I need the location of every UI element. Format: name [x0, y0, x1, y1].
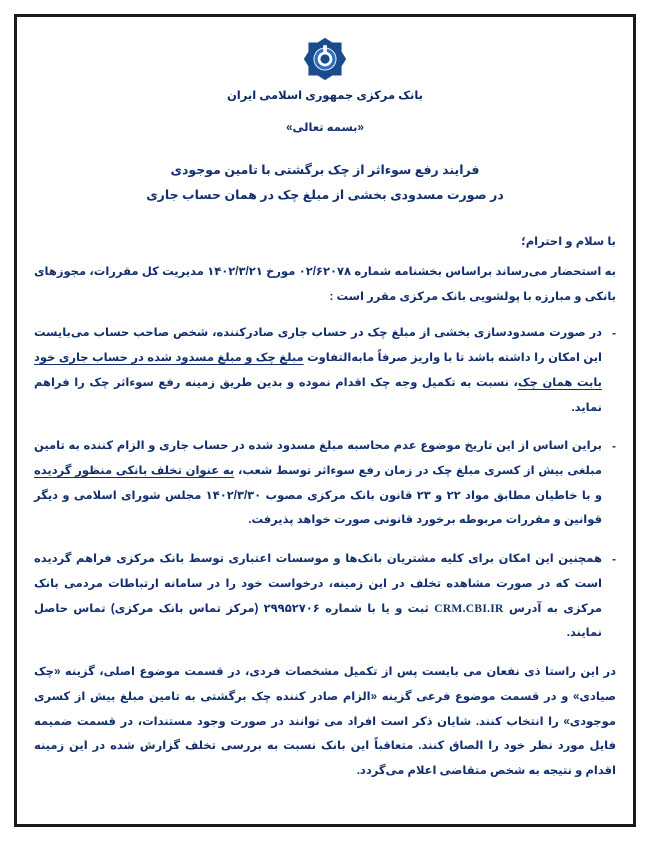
bullet-body-2 [34, 434, 602, 533]
bullet-body-1 [34, 321, 602, 420]
title-line-1: فرایند رفع سوءاثر از چک برگشتی با تامین موجودی [170, 163, 480, 177]
bullet-2-part-1: براین اساس از این تاریخ موضوع عدم محاسبه مبلغ مسدود شده در حساب جاری و الزام کننده به تامین مبلغی بیش از کسری مبلغ چک در زمان رفع سوءاثر توسط شعب، [34, 440, 602, 478]
list-item [34, 547, 616, 646]
bullet-2-underlined: به عنوان تخلف بانکی منظور گردیده [34, 465, 235, 478]
bullet-2-part-2: و با خاطیان مطابق مواد ۲۲ و ۲۳ قانون بانک مرکزی مصوب ۱۴۰۲/۳/۳۰ مجلس شورای اسلامی و دیگر قوانین و مقررات مربوطه برخورد قانونی صورت خواهد پذیرفت. [34, 489, 602, 527]
bullet-1-part-1: در صورت مسدودسازی بخشی از مبلغ چک در حساب جاری صادرکننده، شخص صاحب حساب می‌بایست این امکان را داشته باشد تا با واریز صرفاً مابه‌التفاوت [34, 327, 603, 365]
bullet-3-part-1: همچنین این امکان برای کلیه مشتریان بانک‌ها و موسسات اعتباری توسط بانک مرکزی فراهم گردیده است که در صورت مشاهده تخلف در این زمینه، درخواست خود را در سامانه ارتباطات مردمی بانک مرکزی به آدرس [34, 553, 602, 615]
document-content [34, 28, 616, 813]
intro-paragraph: به استحضار می‌رساند براساس بخشنامه شماره ۰۲/۶۲۰۷۸ مورخ ۱۴۰۲/۳/۲۱ مدیریت کل مقررات، مجوزهای بانکی و مبارزه با پولشویی بانک مرکزی مقرر است : [34, 266, 616, 303]
bullet-marker: - [612, 326, 616, 341]
bullet-marker: - [612, 552, 616, 567]
list-item [34, 434, 616, 533]
bullet-1-underlined: مبلغ چک و مبلغ مسدود شده در حساب جاری خود بابت همان چک [34, 352, 602, 389]
document-title [34, 158, 616, 208]
title-line-2: در صورت مسدودی بخشی از مبلغ چک در همان حساب جاری [146, 188, 504, 202]
list-item [34, 321, 616, 420]
bullet-3-part-2: ثبت و یا با شماره ۲۹۹۵۲۷۰۶ (مرکز تماس بانک مرکزی) تماس حاصل نمایند. [34, 602, 602, 640]
organization-name: بانک مرکزی جمهوری اسلامی ایران [226, 90, 424, 102]
logo-container [34, 36, 616, 82]
bullet-body-3 [34, 547, 602, 646]
bullet-1-part-2: ، نسبت به تکمیل وجه چک اقدام نموده و بدین طریق زمینه رفع سوءاثر چک را فراهم نماید. [34, 376, 602, 414]
greeting-text: با سلام و احترام؛ [521, 236, 616, 248]
bullet-marker: - [612, 439, 616, 454]
crm-portal-address[interactable]: CRM.CBI.IR [434, 602, 504, 615]
invocation-text: «بسمه تعالی» [286, 122, 364, 134]
cbi-logo-icon [302, 36, 348, 82]
closing-paragraph: در این راستا ذی نفعان می بایست پس از تکمیل مشخصات فردی، در قسمت موضوع اصلی، گزینه «چک صیادی» و در قسمت موضوع فرعی گزینه «الزام صادر کننده چک برگشتی به تامین مبلغ بیش از کسری موجودی» را انتخاب کنند. شایان ذکر است افراد می توانند در صورت وجود مستندات، در قسمت ضمیمه فایل مورد نظر خود را الصاق کنند. متعاقباً این بانک نسبت به بررسی تخلف گزارش شده در این زمینه اقدام و نتیجه به شخص متقاضی اعلام می‌گردد. [34, 666, 616, 777]
